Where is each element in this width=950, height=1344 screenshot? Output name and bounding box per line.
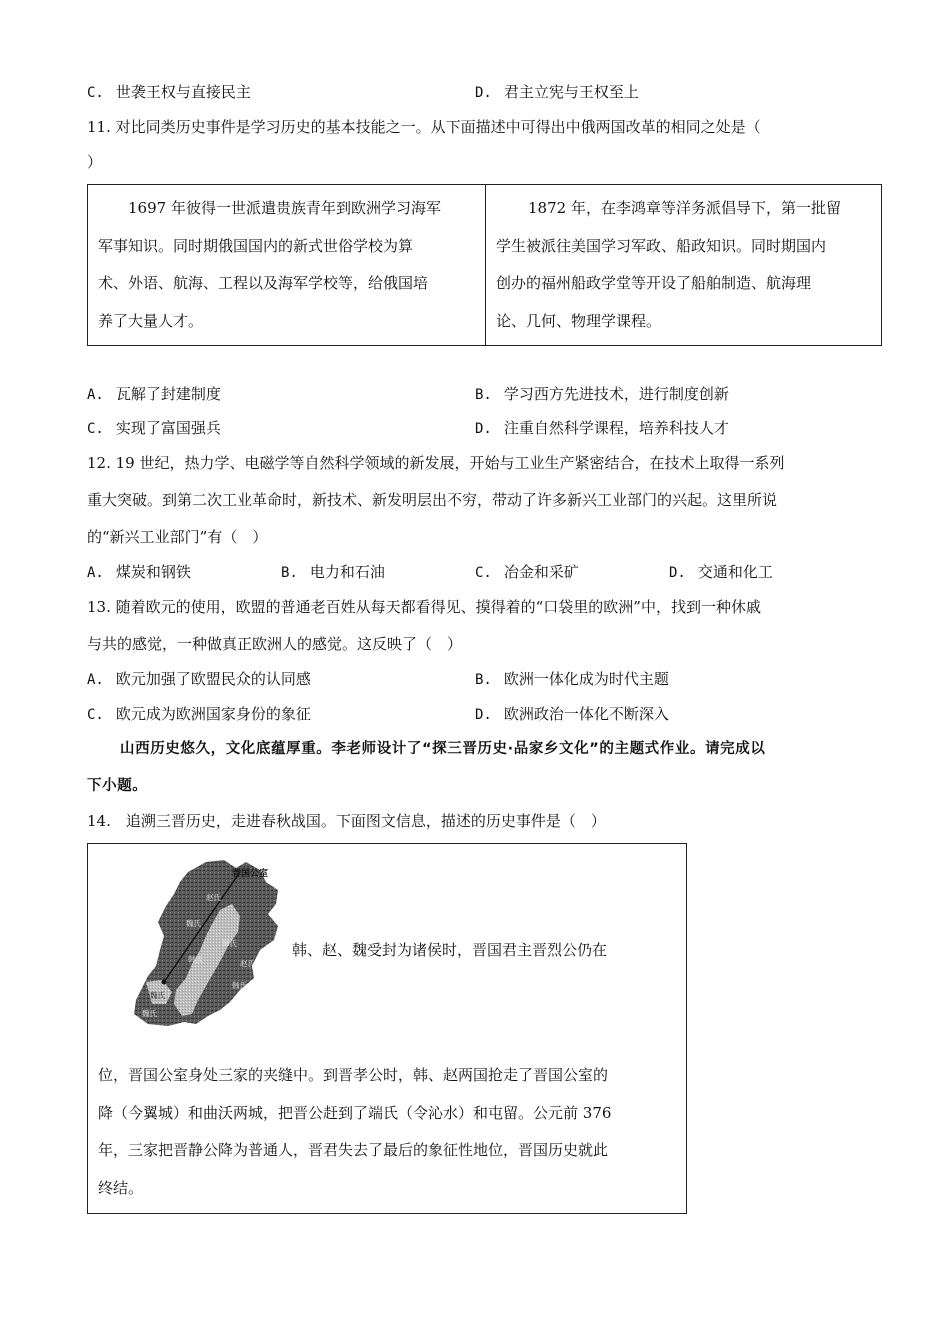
q13-option-d-label: D. [475,707,492,723]
q12-option-c-text: 冶金和采矿 [503,563,579,581]
jin-partition-map [128,854,298,1032]
q11-option-b-label: B. [475,387,492,403]
q12-option-d [669,562,773,583]
q12-option-a-label: A. [87,565,104,581]
q14-text-line-2: 降（今翼城）和曲沃两城，把晋公赶到了端氏（令沁水）和屯留。公元前 376 [98,1103,612,1122]
q13-option-c [87,704,311,725]
map-region-label: 韩氏 [188,955,203,964]
map-region-label: 魏氏 [150,991,165,1000]
q13-stem-line-1: 13. 随着欧元的使用，欧盟的普通老百姓从每天都看得见、摸得着的“口袋里的欧洲”中，找到一种休戚 [87,598,761,616]
q14-text-line-4: 终结。 [98,1178,144,1197]
q13-option-b-text: 欧洲一体化成为时代主题 [503,670,669,688]
map-callout-label: 晋国公室 [232,869,269,879]
intro-line-2: 下小题。 [87,778,148,794]
q11-left-line-3: 术、外语、航海、工程以及海军学校等，给俄国培 [98,274,429,292]
q11-right-line-1: 1872 年，在李鸿章等洋务派倡导下，第一批留 [528,199,841,217]
q11-option-a-label: A. [87,387,104,403]
q11-stem-line-1: 11. 对比同类历史事件是学习历史的基本技能之一。从下面描述中可得出中俄两国改革的相同之处是（ [87,118,761,136]
q11-option-c-text: 实现了富国强兵 [115,419,221,437]
q13-option-a-text: 欧元加强了欧盟民众的认同感 [115,670,311,688]
q12-option-d-text: 交通和化工 [697,563,773,581]
q13-option-c-label: C. [87,707,104,723]
q11-table-divider [485,185,486,345]
q12-option-b-text: 电力和石油 [309,563,385,581]
q10-option-d-label: D. [475,85,492,101]
q11-stem-line-2: ） [87,153,103,171]
q11-left-line-1: 1697 年彼得一世派遣贵族青年到欧洲学习海军 [128,199,441,217]
map-region-label: 赵氏 [240,959,255,968]
q13-option-b-label: B. [475,672,492,688]
q14-text-line-0: 韩、赵、魏受封为诸侯时，晋国君主晋烈公仍在 [292,941,608,959]
q11-option-d-label: D. [475,421,492,437]
callout-dot [162,980,167,985]
q11-option-a [87,384,221,405]
q11-option-b [475,384,729,405]
q11-option-a-text: 瓦解了封建制度 [115,385,221,403]
q13-option-c-text: 欧元成为欧洲国家身份的象征 [115,705,311,723]
q11-option-d-text: 注重自然科学课程，培养科技人才 [503,419,729,437]
q10-option-c-label: C. [87,85,104,101]
q10-option-d-text: 君主立宪与王权至上 [503,83,639,101]
map-region-label: 韩氏 [232,981,247,990]
q12-option-c [475,562,579,583]
q11-option-c-label: C. [87,421,104,437]
q12-option-b [281,562,385,583]
q13-option-a [87,669,311,690]
q11-left-line-2: 军事知识。同时期俄国国内的新式世俗学校为算 [98,236,414,255]
q11-option-b-text: 学习西方先进技术，进行制度创新 [503,385,729,403]
q13-option-b [475,669,669,690]
q11-option-c [87,418,221,439]
q14-info-box [87,843,687,1214]
q14-stem: 14. 追溯三晋历史，走进春秋战国。下面图文信息，描述的历史事件是（ ） [87,812,606,830]
q12-option-b-label: B. [281,565,298,581]
q14-text-line-1: 位，晋国公室身处三家的夹缝中。到晋孝公时，韩、赵两国抢走了晋国公室的 [98,1066,609,1084]
q12-option-c-label: C. [475,565,492,581]
q12-stem-line-1: 12. 19 世纪，热力学、电磁学等自然科学领域的新发展，开始与工业生产紧密结合，在技术上取得一系列 [87,454,785,472]
q13-option-d [475,704,669,725]
q10-option-c-text: 世袭王权与直接民主 [115,83,251,101]
q12-stem-line-3: 的“新兴工业部门”有（ ） [87,528,268,546]
map-region-label: 魏氏 [142,1009,157,1018]
q11-left-line-4: 养了大量人才。 [98,311,204,330]
intro-line-1: 山西历史悠久，文化底蕴厚重。李老师设计了“探三晋历史·品家乡文化”的主题式作业。请完成以 [120,741,766,757]
q11-option-d [475,418,729,439]
q12-option-a-text: 煤炭和钢铁 [115,563,191,581]
q14-text-line-3: 年，三家把晋静公降为普通人，晋君失去了最后的象征性地位，晋国历史就此 [98,1141,609,1159]
q12-option-a [87,562,191,583]
map-region-label: 赵氏 [206,893,221,902]
q11-comparison-table [87,184,882,346]
q13-option-d-text: 欧洲政治一体化不断深入 [503,705,669,723]
map-region-label: 韩氏 [222,939,237,948]
q12-stem-line-2: 重大突破。到第二次工业革命时，新技术、新发明层出不穷，带动了许多新兴工业部门的兴起。这里所说 [87,491,778,509]
q13-option-a-label: A. [87,672,104,688]
q10-option-d [475,82,639,103]
q11-right-line-3: 创办的福州船政学堂等开设了船舶制造、航海理 [496,274,812,292]
q10-option-c [87,82,251,103]
q11-right-line-2: 学生被派往美国学习军政、船政知识。同时期国内 [496,236,827,255]
q12-option-d-label: D. [669,565,686,581]
q11-right-line-4: 论、几何、物理学课程。 [496,311,662,330]
map-region-label: 魏氏 [186,919,201,928]
q13-stem-line-2: 与共的感觉，一种做真正欧洲人的感觉。这反映了（ ） [87,635,463,653]
